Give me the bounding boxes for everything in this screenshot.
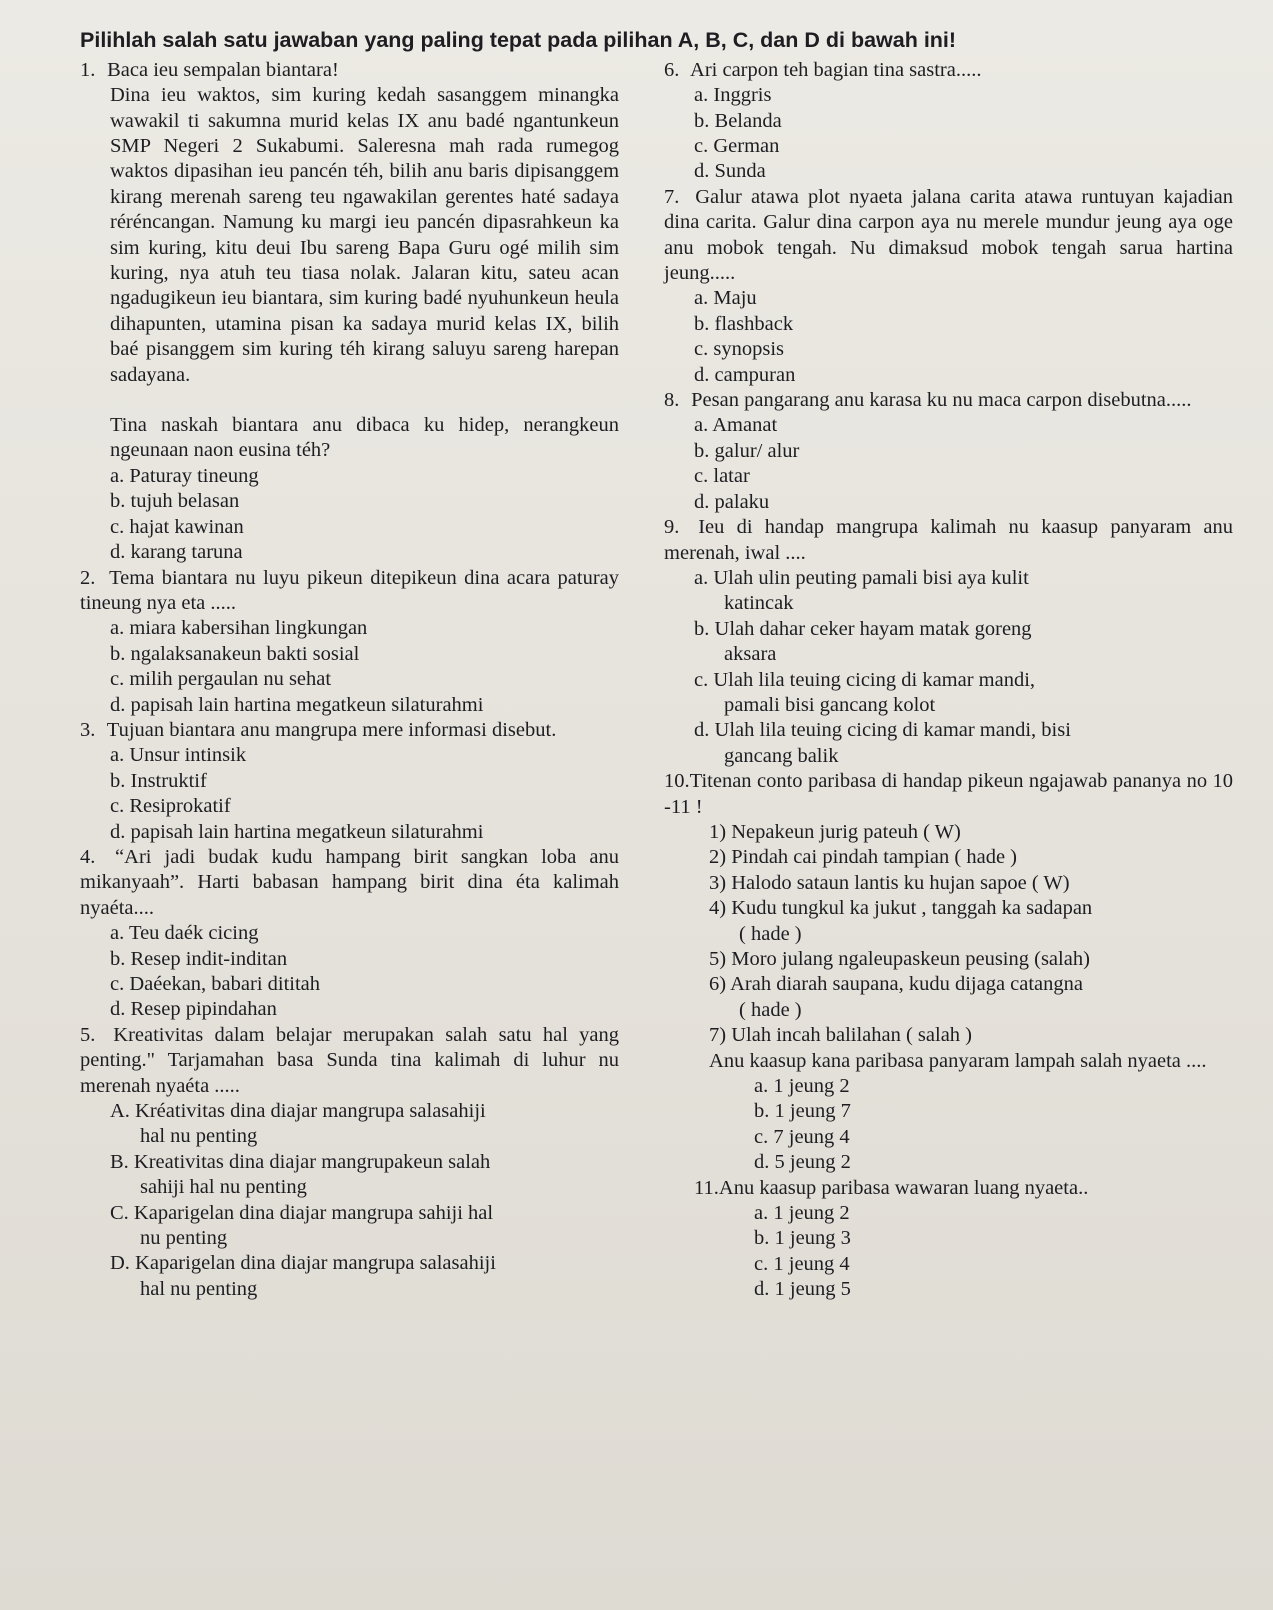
question-11 bbox=[664, 1176, 1233, 1303]
question-number: 10. bbox=[664, 770, 690, 793]
option-a[interactable]: a. 1 jeung 2 bbox=[754, 1202, 850, 1225]
option-b[interactable] bbox=[664, 617, 1233, 668]
option-b[interactable]: b. Instruktif bbox=[110, 769, 207, 792]
option-b[interactable]: b. 1 jeung 3 bbox=[754, 1227, 851, 1250]
option-c[interactable]: c. latar bbox=[694, 465, 750, 488]
proverb-item-6: 6) Arah diarah saupana, kudu dijaga catangna bbox=[709, 973, 1084, 996]
option-b[interactable]: b. 1 jeung 7 bbox=[754, 1100, 851, 1123]
option-b[interactable] bbox=[80, 1150, 619, 1201]
proverb-item-4: 4) Kudu tungkul ka jukut , tanggah ka sadapan bbox=[709, 897, 1093, 920]
option-d[interactable]: d. karang taruna bbox=[110, 541, 243, 564]
option-a[interactable]: a. 1 jeung 2 bbox=[754, 1075, 850, 1098]
option-c[interactable]: c. German bbox=[694, 135, 780, 158]
question-7 bbox=[664, 185, 1233, 388]
option-d[interactable] bbox=[664, 718, 1233, 769]
question-text: Tujuan biantara anu mangrupa mere informasi disebut. bbox=[106, 718, 557, 741]
option-a[interactable]: a. Inggris bbox=[694, 84, 772, 107]
option-a[interactable]: a. miara kabersihan lingkungan bbox=[110, 617, 368, 640]
question-text: Anu kaasup paribasa wawaran luang nyaeta.. bbox=[718, 1176, 1089, 1199]
speech-passage: Dina ieu waktos, sim kuring kedah sasanggem minangka wawakil ti sakumna murid kelas IX anu badé ngantunkeun SMP Negeri 2 Sukabumi. Saleresna mah rada rumegog waktos dipasihan ieu pancén téh, bilih anu baris dipisanggem kirang merenah sareng teu ngawakilan gerentes haté sadaya réréncangan. Namung ku margi ieu pancén dipasrahkeun ka sim kuring, kitu deui Ibu sareng Bapa Guru ogé milih sim kuring, nya atuh teu tiasa nolak. Jalaran kitu, sateu acan ngadugikeun ieu biantara, sim kuring badé nyuhunkeun heula dihapunten, utamina pisan ka sadaya murid kelas IX, bilih baé pisanggem sim kuring téh kirang saluyu sareng harepan sadayana. bbox=[110, 84, 620, 386]
option-a[interactable]: a. Teu daék cicing bbox=[110, 922, 259, 945]
option-line: pamali bisi gancang kolot bbox=[724, 693, 936, 716]
option-a[interactable]: a. Unsur intinsik bbox=[110, 744, 247, 767]
option-d[interactable]: d. Resep pipindahan bbox=[110, 998, 277, 1021]
proverb-item-4-label: ( hade ) bbox=[739, 922, 802, 945]
option-line: a. Ulah ulin peuting pamali bisi aya kulit bbox=[694, 566, 1029, 589]
option-d[interactable]: d. palaku bbox=[694, 490, 770, 513]
question-number: 3. bbox=[80, 718, 96, 741]
option-b[interactable]: b. flashback bbox=[694, 312, 794, 335]
option-b[interactable]: b. ngalaksanakeun bakti sosial bbox=[110, 642, 360, 665]
option-line: c. Ulah lila teuing cicing di kamar mandi, bbox=[694, 668, 1036, 691]
question-number: 9. bbox=[664, 516, 680, 539]
option-d[interactable] bbox=[80, 1251, 619, 1302]
question-9 bbox=[664, 515, 1233, 769]
option-line: C. Kaparigelan dina diajar mangrupa sahiji hal bbox=[110, 1201, 494, 1224]
question-text: Tema biantara nu luyu pikeun ditepikeun dina acara paturay tineung nya eta ..... bbox=[80, 566, 620, 614]
question-1 bbox=[80, 58, 619, 566]
option-line: A. Kréativitas dina diajar mangrupa salasahiji bbox=[110, 1100, 486, 1123]
option-d[interactable]: d. campuran bbox=[694, 363, 796, 386]
proverb-item-6-label: ( hade ) bbox=[739, 998, 802, 1021]
option-d[interactable]: d. papisah lain hartina megatkeun silaturahmi bbox=[110, 693, 484, 716]
option-line: D. Kaparigelan dina diajar mangrupa salasahiji bbox=[110, 1252, 496, 1275]
question-number: 7. bbox=[664, 185, 680, 208]
question-number: 11. bbox=[694, 1176, 719, 1199]
option-a[interactable]: a. Paturay tineung bbox=[110, 464, 259, 487]
option-line: katincak bbox=[724, 592, 794, 615]
option-c[interactable] bbox=[80, 1201, 619, 1252]
option-a[interactable]: a. Amanat bbox=[694, 414, 778, 437]
question-number: 2. bbox=[80, 566, 96, 589]
option-b[interactable]: b. Resep indit-inditan bbox=[110, 947, 288, 970]
question-number: 6. bbox=[664, 58, 680, 81]
question-text: Ieu di handap mangrupa kalimah nu kaasup panyaram anu merenah, iwal .... bbox=[664, 516, 1233, 564]
sub-question-text: Anu kaasup kana paribasa panyaram lampah salah nyaeta .... bbox=[709, 1049, 1207, 1072]
proverb-item-2: 2) Pindah cai pindah tampian ( hade ) bbox=[709, 846, 1018, 869]
option-b[interactable]: b. Belanda bbox=[694, 109, 782, 132]
instruction-heading: Pilihlah salah satu jawaban yang paling tepat pada pilihan A, B, C, dan D di bawah ini! bbox=[80, 28, 957, 52]
option-line: gancang balik bbox=[724, 744, 839, 767]
option-d[interactable]: d. Sunda bbox=[694, 160, 766, 183]
right-column bbox=[619, 58, 1233, 1303]
option-line: aksara bbox=[724, 643, 777, 666]
option-c[interactable]: c. synopsis bbox=[694, 338, 785, 361]
question-8 bbox=[664, 388, 1233, 515]
question-text: “Ari jadi budak kudu hampang birit sangkan loba anu mikanyaah”. Harti babasan hampang birit dina éta kalimah nyaéta.... bbox=[80, 845, 620, 919]
option-a[interactable] bbox=[664, 566, 1233, 617]
question-number: 4. bbox=[80, 845, 96, 868]
option-line: b. Ulah dahar ceker hayam matak goreng bbox=[694, 617, 1032, 640]
question-3 bbox=[80, 718, 619, 845]
question-text: Tina naskah biantara anu dibaca ku hidep, nerangkeun ngeunaan naon eusina téh? bbox=[110, 414, 620, 462]
option-a[interactable] bbox=[80, 1099, 619, 1150]
option-c[interactable]: c. Daéekan, babari dititah bbox=[110, 973, 321, 996]
option-line: d. Ulah lila teuing cicing di kamar mandi, bisi bbox=[694, 719, 1071, 742]
question-intro: Baca ieu sempalan biantara! bbox=[107, 58, 339, 81]
option-c[interactable] bbox=[664, 668, 1233, 719]
option-c[interactable]: c. 7 jeung 4 bbox=[754, 1125, 850, 1148]
question-text: Kreativitas dalam belajar merupakan salah satu hal yang penting." Tarjamahan basa Sunda tina kalimah di luhur nu merenah nyaéta ..... bbox=[80, 1023, 620, 1097]
question-number: 8. bbox=[664, 389, 680, 412]
question-text: Ari carpon teh bagian tina sastra..... bbox=[690, 58, 982, 81]
question-text: Pesan pangarang anu karasa ku nu maca carpon disebutna..... bbox=[691, 389, 1192, 412]
option-c[interactable]: c. Resiprokatif bbox=[110, 795, 231, 818]
proverb-item-1: 1) Nepakeun jurig pateuh ( W) bbox=[709, 820, 961, 843]
option-c[interactable]: c. hajat kawinan bbox=[110, 515, 244, 538]
proverb-item-7: 7) Ulah incah balilahan ( salah ) bbox=[709, 1024, 973, 1047]
option-d[interactable]: d. 1 jeung 5 bbox=[754, 1278, 851, 1301]
option-line: hal nu penting bbox=[140, 1277, 258, 1300]
question-text: Titenan conto paribasa di handap pikeun ngajawab pananya no 10 -11 ! bbox=[664, 770, 1233, 818]
option-a[interactable]: a. Maju bbox=[694, 287, 757, 310]
option-c[interactable]: c. milih pergaulan nu sehat bbox=[110, 668, 332, 691]
question-number: 5. bbox=[80, 1023, 96, 1046]
question-5 bbox=[80, 1023, 619, 1302]
question-2 bbox=[80, 566, 619, 718]
question-text: Galur atawa plot nyaeta jalana carita atawa runtuyan kajadian dina carita. Galur dina carpon aya nu merele mundur jeung aya oge anu mobok tengah. Nu dimaksud mobok tengah sarua hartina jeung..... bbox=[664, 185, 1233, 285]
question-columns bbox=[70, 58, 1233, 1303]
left-column bbox=[70, 58, 619, 1303]
question-number: 1. bbox=[80, 58, 96, 81]
option-line: hal nu penting bbox=[140, 1125, 258, 1148]
option-b[interactable]: b. tujuh belasan bbox=[110, 490, 240, 513]
option-c[interactable]: c. 1 jeung 4 bbox=[754, 1252, 850, 1275]
question-4 bbox=[80, 845, 619, 1023]
option-line: sahiji hal nu penting bbox=[140, 1176, 307, 1199]
option-d[interactable]: d. papisah lain hartina megatkeun silaturahmi bbox=[110, 820, 484, 843]
option-d[interactable]: d. 5 jeung 2 bbox=[754, 1151, 851, 1174]
proverb-item-5: 5) Moro julang ngaleupaskeun peusing (salah) bbox=[709, 948, 1090, 971]
option-b[interactable]: b. galur/ alur bbox=[694, 439, 800, 462]
question-10 bbox=[664, 769, 1233, 1176]
option-line: B. Kreativitas dina diajar mangrupakeun salah bbox=[110, 1150, 491, 1173]
proverb-item-3: 3) Halodo sataun lantis ku hujan sapoe ( W) bbox=[709, 871, 1070, 894]
question-6 bbox=[664, 58, 1233, 185]
option-line: nu penting bbox=[140, 1227, 228, 1250]
